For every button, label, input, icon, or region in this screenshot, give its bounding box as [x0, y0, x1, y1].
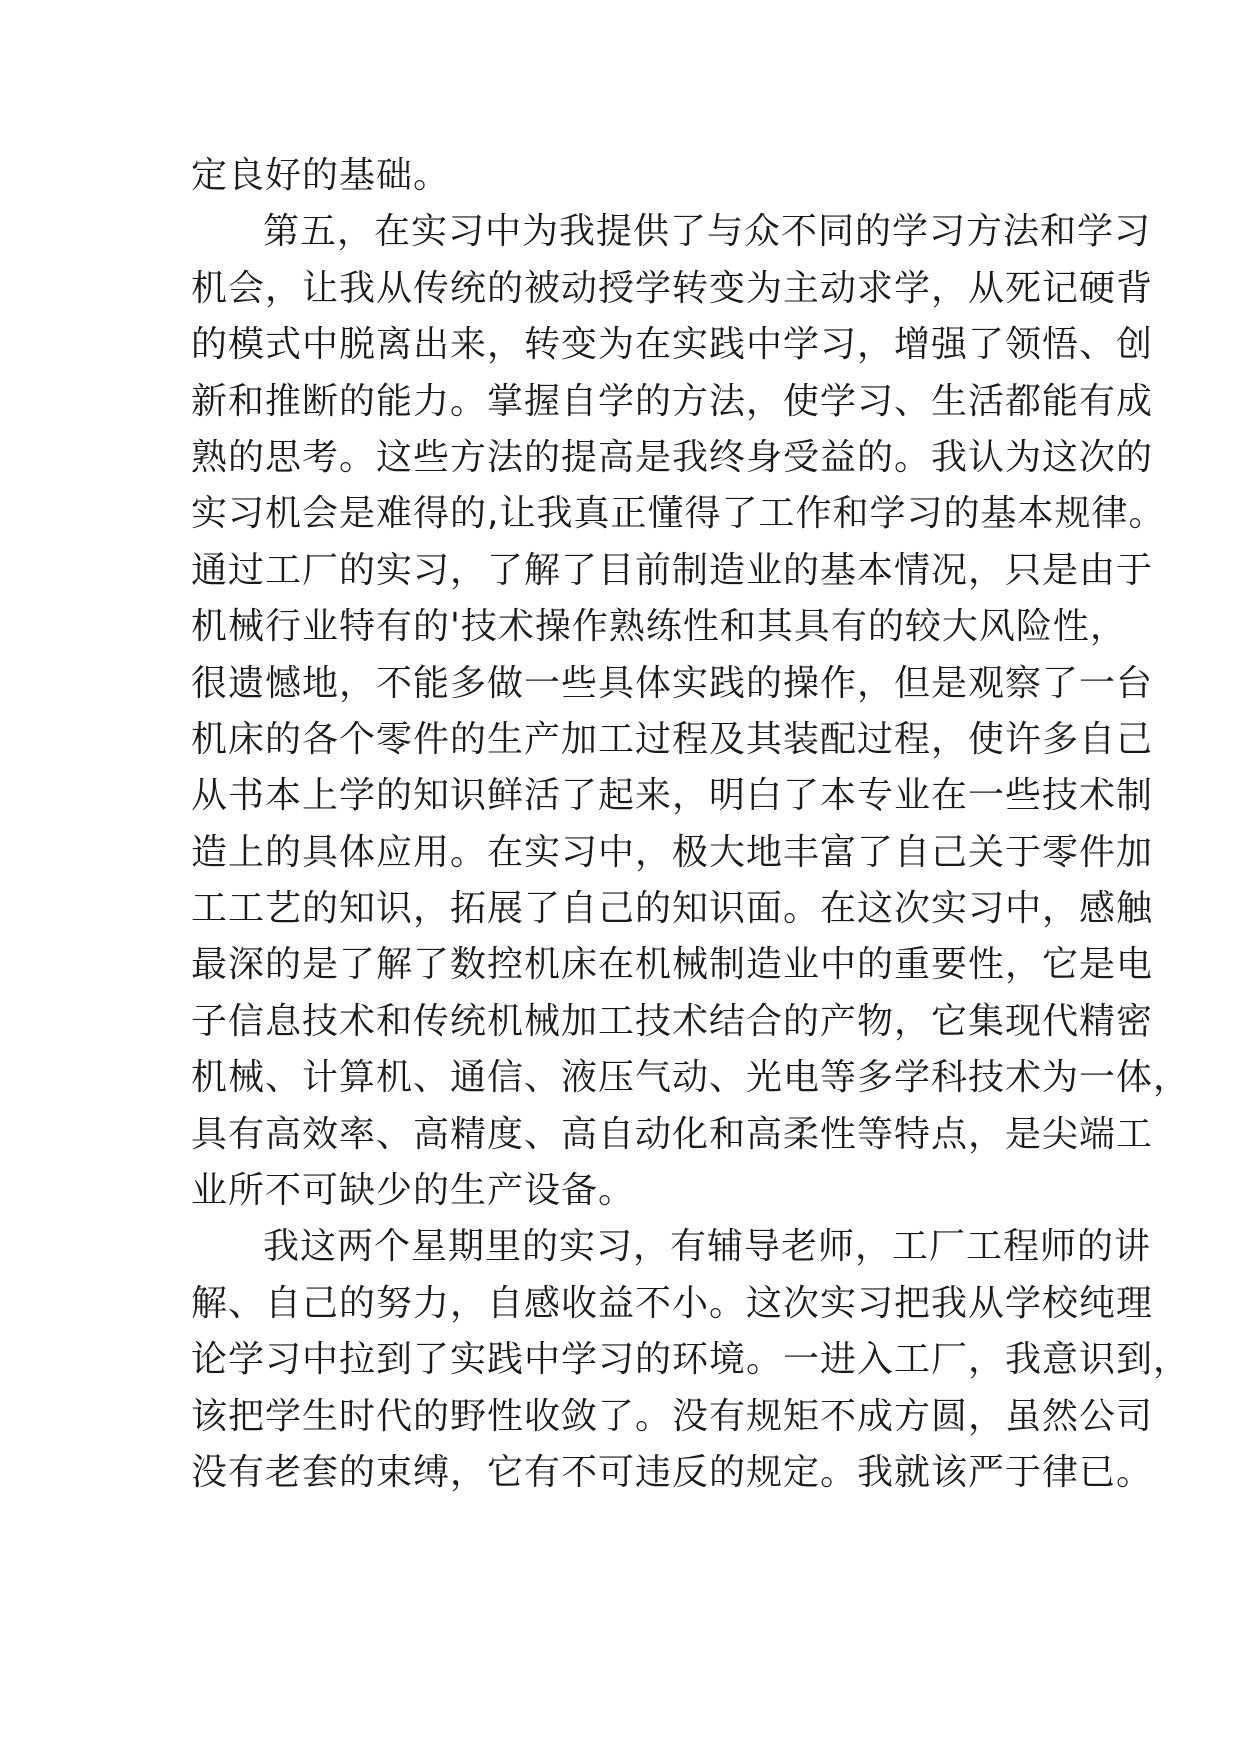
text-line: 解、自己的努力，自感收益不小。这次实习把我从学校纯理 [191, 1282, 1154, 1324]
text-line: 机械行业特有的'技术操作熟练性和其具有的较大风险性， [191, 606, 1127, 648]
text-line: 论学习中拉到了实践中学习的环境。一进入工厂，我意识到， [191, 1339, 1191, 1381]
text-line: 通过工厂的实习，了解了目前制造业的基本情况，只是由于 [191, 549, 1154, 591]
text-line: 熟的思考。这些方法的提高是我终身受益的。我认为这次的 [191, 436, 1154, 478]
text-line: 没有老套的束缚，它有不可违反的规定。我就该严于律已。 [191, 1451, 1154, 1493]
text-line: 很遗憾地，不能多做一些具体实践的操作，但是观察了一台 [191, 662, 1154, 704]
paragraph-first-line: 我这两个星期里的实习，有辅导老师，工厂工程师的讲 [263, 1226, 1152, 1268]
body-text [191, 148, 1191, 1501]
text-line: 机会，让我从传统的被动授学转变为主动求学，从死记硬背 [191, 267, 1154, 309]
text-line: 工工艺的知识，拓展了自己的知识面。在这次实习中，感触 [191, 888, 1154, 930]
text-line: 的模式中脱离出来，转变为在实践中学习，增强了领悟、创 [191, 324, 1154, 366]
text-line: 新和推断的能力。掌握自学的方法，使学习、生活都能有成 [191, 380, 1154, 422]
paragraph-first-line: 第五，在实习中为我提供了与众不同的学习方法和学习 [263, 211, 1152, 253]
text-line: 从书本上学的知识鲜活了起来，明白了本专业在一些技术制 [191, 775, 1154, 817]
text-line: 子信息技术和传统机械加工技术结合的产物，它集现代精密 [191, 1000, 1154, 1042]
text-line: 具有高效率、高精度、高自动化和高柔性等特点，是尖端工 [191, 1113, 1154, 1155]
text-line: 该把学生时代的野性收敛了。没有规矩不成方圆，虽然公司 [191, 1395, 1154, 1437]
text-line: 业所不可缺少的生产设备。 [191, 1170, 636, 1212]
text-line: 定良好的基础。 [191, 155, 451, 196]
text-line: 最深的是了解了数控机床在机械制造业中的重要性，它是电 [191, 944, 1154, 986]
text-line: 机械、计算机、通信、液压气动、光电等多学科技术为一体， [191, 1057, 1191, 1099]
text-line: 机床的各个零件的生产加工过程及其装配过程，使许多自己 [191, 718, 1154, 760]
text-line: 造上的具体应用。在实习中，极大地丰富了自己关于零件加 [191, 831, 1154, 873]
text-line: 实习机会是难得的,让我真正懂得了工作和学习的基本规律。 [191, 493, 1166, 535]
